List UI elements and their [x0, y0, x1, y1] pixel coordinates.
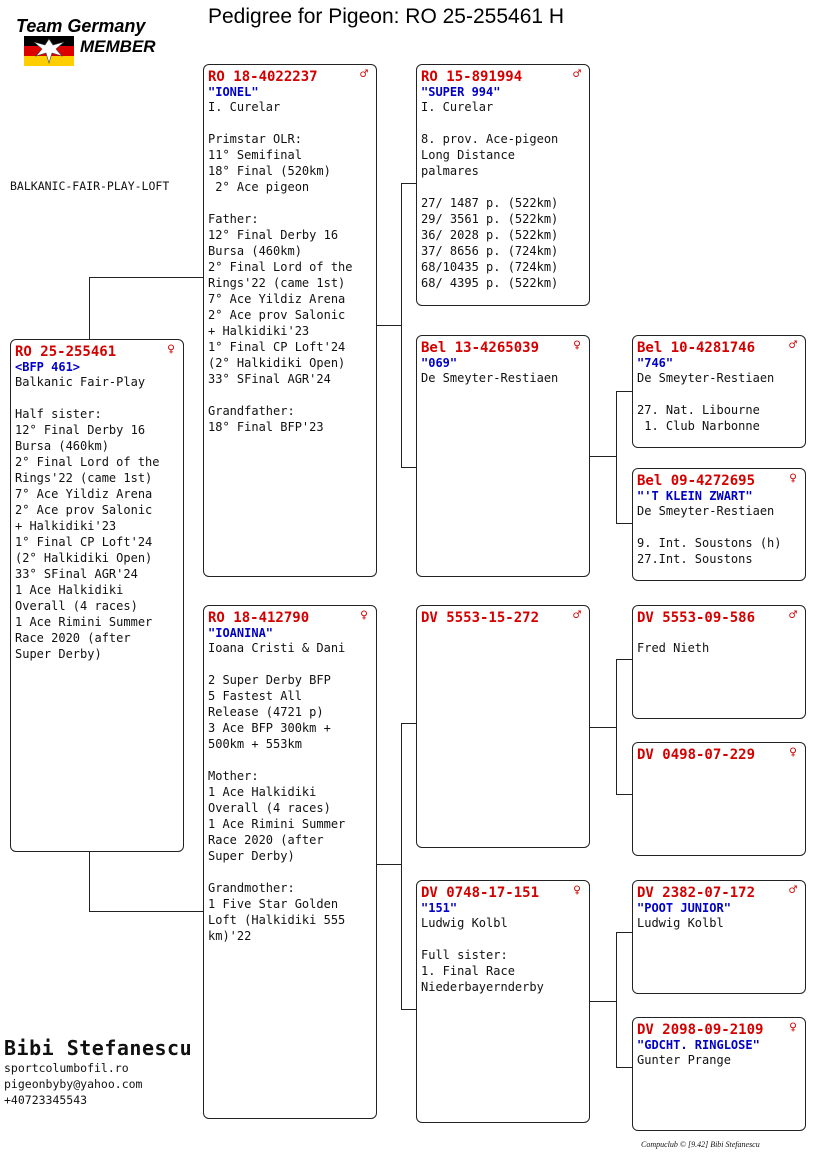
ring-number: RO 18-4022237	[208, 69, 318, 85]
female-icon: ♀	[360, 608, 368, 623]
notes: Half sister: 12° Final Derby 16 Bursa (460km) 2° Final Lord of the Rings'22 (came 1st) 7° Ace Yildiz Arena 2° Ace prov Salonic + Halkidiki'23 1° Final CP Loft'24 (2° Halkidiki Open) 33° SFinal AGR'24 1 Ace Halkidiki Overall (4 races) 1 Ace Rimini Summer Race 2020 (after Super Derby)	[15, 407, 160, 661]
ring-number: RO 25-255461	[15, 344, 117, 360]
bird-name: "SUPER 994"	[421, 85, 501, 99]
notes: 9. Int. Soustons (h) 27.Int. Soustons	[637, 536, 782, 566]
notes: Primstar OLR: 11° Semifinal 18° Final (520km) 2° Ace pigeon Father: 12° Final Derby 16 Bursa (460km) 2° Final Lord of the Rings'22 (came 1st) 7° Ace Yildiz Arena 2° Ace prov Salonic + Halkidiki'23 1° Final CP Loft'24 (2° Halkidiki Open) 33° SFinal AGR'24 Grandfather: 18° Final BFP'23	[208, 132, 353, 434]
breeder-phone: +40723345543	[4, 1093, 88, 1107]
male-icon: ♂	[789, 338, 797, 353]
dam-dam-dam-card[interactable]	[632, 1017, 806, 1131]
female-icon: ♀	[789, 1020, 797, 1035]
ring-number: Bel 13-4265039	[421, 340, 540, 356]
ring-number: DV 0498-07-229	[637, 747, 756, 763]
owner: De Smeyter-Restiaen	[421, 371, 559, 385]
ring-number: RO 15-891994	[421, 69, 523, 85]
owner: Ludwig Kolbl	[421, 916, 508, 930]
sire-dam-card[interactable]	[416, 335, 590, 577]
ring-number: DV 5553-09-586	[637, 610, 756, 626]
dam-sire-dam-card[interactable]	[632, 742, 806, 856]
female-icon: ♀	[789, 471, 797, 486]
subject-card[interactable]	[10, 339, 184, 852]
ring-number: DV 2382-07-172	[637, 885, 756, 901]
ring-number: Bel 10-4281746	[637, 340, 756, 356]
dam-dam-card[interactable]	[416, 880, 590, 1123]
notes: 27. Nat. Libourne 1. Club Narbonne	[637, 403, 760, 433]
owner: Fred Nieth	[637, 641, 710, 655]
loft-name: BALKANIC-FAIR-PLAY-LOFT	[10, 179, 170, 193]
logo-line2: MEMBER	[80, 37, 156, 56]
ring-number: DV 5553-15-272	[421, 610, 540, 626]
bird-name: "IOANINA"	[208, 626, 274, 640]
female-icon: ♀	[789, 745, 797, 760]
owner: De Smeyter-Restiaen	[637, 371, 775, 385]
male-icon: ♂	[789, 608, 797, 623]
ring-number: DV 2098-09-2109	[637, 1022, 764, 1038]
notes: Full sister: 1. Final Race Niederbayernderby	[421, 948, 544, 994]
logo-line1: Team Germany	[16, 16, 146, 36]
breeder-website[interactable]: sportcolumbofil.ro	[4, 1061, 129, 1075]
bird-name: "POOT JUNIOR"	[637, 901, 731, 915]
owner: I. Curelar	[208, 100, 281, 114]
bird-name: "GDCHT. RINGLOSE"	[637, 1038, 760, 1052]
dam-sire-card[interactable]	[416, 605, 590, 848]
bird-name: "'T KLEIN ZWART"	[637, 489, 753, 503]
bird-name: "151"	[421, 901, 458, 915]
male-icon: ♂	[573, 608, 581, 623]
eagle-flag-icon	[24, 36, 74, 66]
owner: Ioana Cristi & Dani	[208, 641, 346, 655]
female-icon: ♀	[573, 338, 581, 353]
owner: Balkanic Fair-Play	[15, 375, 146, 389]
team-germany-logo	[16, 16, 176, 68]
ring-number: DV 0748-17-151	[421, 885, 540, 901]
bird-name: <BFP 461>	[15, 360, 81, 374]
bird-name: "IONEL"	[208, 85, 259, 99]
dam-dam-sire-card[interactable]	[632, 880, 806, 994]
ring-number: RO 18-412790	[208, 610, 310, 626]
copyright: Compuclub © [9.42] Bibi Stefanescu	[641, 1140, 760, 1149]
female-icon: ♀	[167, 342, 175, 357]
sire-card[interactable]	[203, 64, 377, 577]
dam-sire-sire-card[interactable]	[632, 605, 806, 719]
bird-name: "746"	[637, 356, 674, 370]
dam-card[interactable]	[203, 605, 377, 1119]
ring-number: Bel 09-4272695	[637, 473, 756, 489]
owner: De Smeyter-Restiaen	[637, 504, 775, 518]
male-icon: ♂	[789, 883, 797, 898]
notes: 8. prov. Ace-pigeon Long Distance palmares 27/ 1487 p. (522km) 29/ 3561 p. (522km) 36/ 2028 p. (522km) 37/ 8656 p. (724km) 68/10435 p. (724km) 68/ 4395 p. (522km)	[421, 132, 559, 290]
notes: 2 Super Derby BFP 5 Fastest All Release (4721 p) 3 Ace BFP 300km + 500km + 553km Mother: 1 Ace Halkidiki Overall (4 races) 1 Ace Rimini Summer Race 2020 (after Super Derby) Grandmother: 1 Five Star Golden Loft (Halkidiki 555 km)'22	[208, 673, 346, 943]
owner: Ludwig Kolbl	[637, 916, 724, 930]
breeder-email[interactable]: pigeonbyby@yahoo.com	[4, 1077, 143, 1091]
male-icon: ♂	[360, 67, 368, 82]
owner: Gunter Prange	[637, 1053, 731, 1067]
sire-sire-card[interactable]	[416, 64, 590, 306]
owner: I. Curelar	[421, 100, 494, 114]
breeder-name: Bibi Stefanescu	[4, 1036, 193, 1060]
sire-dam-dam-card[interactable]	[632, 468, 806, 581]
male-icon: ♂	[573, 67, 581, 82]
bird-name: "069"	[421, 356, 458, 370]
page-title: Pedigree for Pigeon: RO 25-255461 H	[208, 5, 565, 28]
female-icon: ♀	[573, 883, 581, 898]
sire-dam-sire-card[interactable]	[632, 335, 806, 448]
